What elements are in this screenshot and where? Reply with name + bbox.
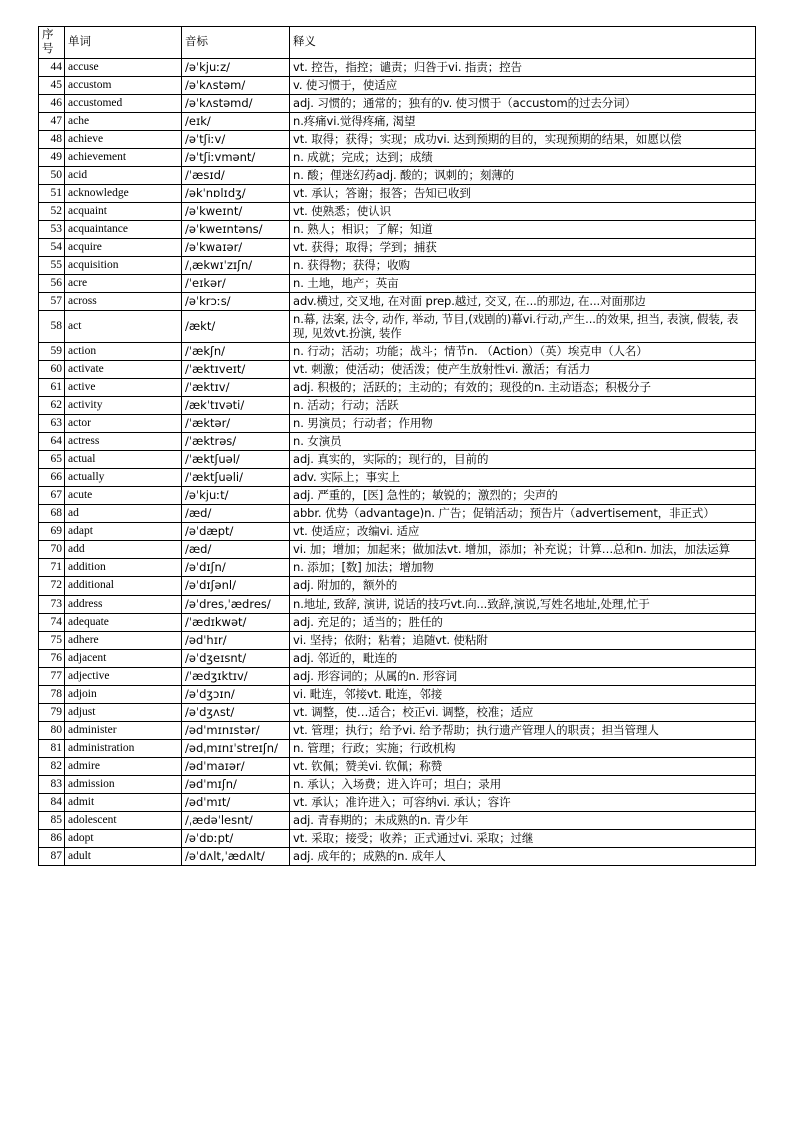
table-row xyxy=(39,257,756,275)
cell-phonetic: /ədˈmɪt/ xyxy=(182,793,290,811)
cell-definition: n. 承认；入场费；进入许可；坦白；录用 xyxy=(290,775,756,793)
cell-number: 48 xyxy=(39,131,65,149)
cell-number: 61 xyxy=(39,379,65,397)
cell-number: 49 xyxy=(39,149,65,167)
cell-definition: n. 行动；活动；功能；战斗；情节n. （Action）（英）埃克申（人名） xyxy=(290,343,756,361)
table-row xyxy=(39,667,756,685)
cell-definition: n. 熟人；相识；了解；知道 xyxy=(290,221,756,239)
cell-phonetic: /əˈdæpt/ xyxy=(182,523,290,541)
cell-number: 70 xyxy=(39,541,65,559)
cell-word: activity xyxy=(65,397,182,415)
cell-phonetic: /ækt/ xyxy=(182,311,290,343)
cell-definition: n. 成就；完成；达到；成绩 xyxy=(290,149,756,167)
cell-definition: vt. 使适应；改编vi. 适应 xyxy=(290,523,756,541)
cell-number: 47 xyxy=(39,113,65,131)
table-row xyxy=(39,167,756,185)
table-row xyxy=(39,559,756,577)
cell-definition: adj. 充足的；适当的；胜任的 xyxy=(290,613,756,631)
vocabulary-table xyxy=(38,26,756,866)
cell-definition: adj. 严重的，[医] 急性的；敏锐的；激烈的；尖声的 xyxy=(290,487,756,505)
table-row xyxy=(39,523,756,541)
cell-number: 60 xyxy=(39,361,65,379)
cell-phonetic: /ədˈmɪʃn/ xyxy=(182,775,290,793)
cell-number: 84 xyxy=(39,793,65,811)
table-row xyxy=(39,59,756,77)
cell-word: acquire xyxy=(65,239,182,257)
table-row xyxy=(39,149,756,167)
cell-word: ache xyxy=(65,113,182,131)
cell-phonetic: /ˈeɪkər/ xyxy=(182,275,290,293)
cell-definition: vt. 承认；答谢；报答；告知已收到 xyxy=(290,185,756,203)
cell-word: administration xyxy=(65,739,182,757)
cell-word: acknowledge xyxy=(65,185,182,203)
column-header-word: 单词 xyxy=(65,27,182,59)
cell-phonetic: /ədˌmɪnɪˈstreɪʃn/ xyxy=(182,739,290,757)
cell-definition: adj. 青春期的；未成熟的n. 青少年 xyxy=(290,811,756,829)
table-row xyxy=(39,311,756,343)
cell-definition: vt. 钦佩；赞美vi. 钦佩；称赞 xyxy=(290,757,756,775)
table-row xyxy=(39,469,756,487)
cell-phonetic: /ˈæktrəs/ xyxy=(182,433,290,451)
table-row xyxy=(39,275,756,293)
cell-phonetic: /ˈæktɪv/ xyxy=(182,379,290,397)
table-row xyxy=(39,343,756,361)
cell-definition: adj. 真实的，实际的；现行的，目前的 xyxy=(290,451,756,469)
table-row xyxy=(39,721,756,739)
cell-definition: adv.横过, 交叉地, 在对面 prep.越过, 交叉, 在...的那边, 在...对面那边 xyxy=(290,293,756,311)
table-header-row xyxy=(39,27,756,59)
cell-definition: vi. 毗连，邻接vt. 毗连，邻接 xyxy=(290,685,756,703)
cell-definition: adj. 成年的；成熟的n. 成年人 xyxy=(290,847,756,865)
cell-number: 83 xyxy=(39,775,65,793)
table-row xyxy=(39,631,756,649)
cell-phonetic: /æd/ xyxy=(182,541,290,559)
table-row xyxy=(39,397,756,415)
cell-definition: vt. 使熟悉；使认识 xyxy=(290,203,756,221)
cell-definition: vt. 控告，指控；谴责；归咎于vi. 指责；控告 xyxy=(290,59,756,77)
cell-definition: n. 添加；[数] 加法；增加物 xyxy=(290,559,756,577)
cell-word: accustomed xyxy=(65,95,182,113)
cell-number: 73 xyxy=(39,595,65,613)
cell-number: 65 xyxy=(39,451,65,469)
cell-word: across xyxy=(65,293,182,311)
cell-word: acid xyxy=(65,167,182,185)
cell-word: accustom xyxy=(65,77,182,95)
cell-word: adjective xyxy=(65,667,182,685)
cell-definition: vt. 获得；取得；学到；捕获 xyxy=(290,239,756,257)
cell-number: 68 xyxy=(39,505,65,523)
cell-number: 74 xyxy=(39,613,65,631)
table-row xyxy=(39,185,756,203)
cell-word: address xyxy=(65,595,182,613)
table-row xyxy=(39,221,756,239)
cell-word: adult xyxy=(65,847,182,865)
cell-phonetic: /ˈædɪkwət/ xyxy=(182,613,290,631)
cell-phonetic: /əˈtʃiːvmənt/ xyxy=(182,149,290,167)
cell-number: 44 xyxy=(39,59,65,77)
cell-word: adolescent xyxy=(65,811,182,829)
cell-number: 69 xyxy=(39,523,65,541)
cell-number: 86 xyxy=(39,829,65,847)
cell-word: adopt xyxy=(65,829,182,847)
cell-definition: vt. 承认；准许进入；可容纳vi. 承认；容许 xyxy=(290,793,756,811)
cell-word: acquisition xyxy=(65,257,182,275)
cell-phonetic: /ækˈtɪvəti/ xyxy=(182,397,290,415)
cell-phonetic: /əˈdʌlt,ˈædʌlt/ xyxy=(182,847,290,865)
cell-definition: adv. 实际上；事实上 xyxy=(290,469,756,487)
column-header-phonetic: 音标 xyxy=(182,27,290,59)
cell-phonetic: /əˈkʌstəm/ xyxy=(182,77,290,95)
cell-definition: vt. 管理；执行；给予vi. 给予帮助；执行遗产管理人的职责；担当管理人 xyxy=(290,721,756,739)
cell-word: adjacent xyxy=(65,649,182,667)
cell-number: 52 xyxy=(39,203,65,221)
cell-number: 85 xyxy=(39,811,65,829)
cell-definition: n.幕, 法案, 法令, 动作, 举动, 节目,(戏剧的)幕vi.行动,产生...的效果, 担当, 表演, 假装, 表现, 见效vt.扮演, 装作 xyxy=(290,311,756,343)
cell-number: 81 xyxy=(39,739,65,757)
table-row xyxy=(39,649,756,667)
cell-number: 67 xyxy=(39,487,65,505)
cell-word: ad xyxy=(65,505,182,523)
cell-number: 50 xyxy=(39,167,65,185)
cell-phonetic: /əˈkjuːt/ xyxy=(182,487,290,505)
cell-number: 59 xyxy=(39,343,65,361)
cell-word: acute xyxy=(65,487,182,505)
cell-definition: vt. 调整，使…适合；校正vi. 调整，校准；适应 xyxy=(290,703,756,721)
cell-phonetic: /ˈæktər/ xyxy=(182,415,290,433)
cell-phonetic: /ədˈmaɪər/ xyxy=(182,757,290,775)
cell-word: admission xyxy=(65,775,182,793)
cell-phonetic: /ˈækʃn/ xyxy=(182,343,290,361)
cell-word: adjoin xyxy=(65,685,182,703)
cell-number: 76 xyxy=(39,649,65,667)
cell-phonetic: /əˈtʃiːv/ xyxy=(182,131,290,149)
cell-number: 71 xyxy=(39,559,65,577)
cell-word: action xyxy=(65,343,182,361)
table-row xyxy=(39,451,756,469)
cell-phonetic: /əˈkweɪntəns/ xyxy=(182,221,290,239)
cell-word: actually xyxy=(65,469,182,487)
cell-word: adequate xyxy=(65,613,182,631)
table-row xyxy=(39,77,756,95)
cell-definition: vt. 取得；获得；实现；成功vi. 达到预期的目的，实现预期的结果，如愿以偿 xyxy=(290,131,756,149)
cell-phonetic: /əˈdres,ˈædres/ xyxy=(182,595,290,613)
cell-definition: n.疼痛vi.觉得疼痛, 渴望 xyxy=(290,113,756,131)
table-row xyxy=(39,757,756,775)
cell-number: 63 xyxy=(39,415,65,433)
cell-definition: adj. 积极的；活跃的；主动的；有效的；现役的n. 主动语态；积极分子 xyxy=(290,379,756,397)
cell-number: 57 xyxy=(39,293,65,311)
table-row xyxy=(39,577,756,595)
table-row xyxy=(39,361,756,379)
cell-definition: vi. 坚持；依附；粘着；追随vt. 使粘附 xyxy=(290,631,756,649)
cell-word: add xyxy=(65,541,182,559)
cell-phonetic: /eɪk/ xyxy=(182,113,290,131)
cell-phonetic: /əˈkwaɪər/ xyxy=(182,239,290,257)
cell-definition: v. 使习惯于，使适应 xyxy=(290,77,756,95)
cell-number: 79 xyxy=(39,703,65,721)
cell-number: 80 xyxy=(39,721,65,739)
cell-definition: n. 酸；俚迷幻药adj. 酸的；讽刺的；刻薄的 xyxy=(290,167,756,185)
table-row xyxy=(39,379,756,397)
cell-number: 54 xyxy=(39,239,65,257)
table-row xyxy=(39,595,756,613)
cell-phonetic: /əˈdɪʃn/ xyxy=(182,559,290,577)
cell-phonetic: /əˈdɪʃənl/ xyxy=(182,577,290,595)
cell-definition: abbr. 优势（advantage)n. 广告；促销活动；预告片（advertisement，非正式） xyxy=(290,505,756,523)
cell-definition: vt. 刺激；使活动；使活泼；使产生放射性vi. 激活；有活力 xyxy=(290,361,756,379)
cell-phonetic: /ˈæsɪd/ xyxy=(182,167,290,185)
cell-number: 55 xyxy=(39,257,65,275)
cell-word: addition xyxy=(65,559,182,577)
cell-word: adhere xyxy=(65,631,182,649)
cell-number: 72 xyxy=(39,577,65,595)
cell-word: act xyxy=(65,311,182,343)
column-header-definition: 释义 xyxy=(290,27,756,59)
cell-phonetic: /əˈkweɪnt/ xyxy=(182,203,290,221)
cell-phonetic: /əˈdɒːpt/ xyxy=(182,829,290,847)
cell-word: actress xyxy=(65,433,182,451)
cell-word: achievement xyxy=(65,149,182,167)
cell-definition: n.地址, 致辞, 演讲, 说话的技巧vt.向...致辞,演说,写姓名地址,处理,忙于 xyxy=(290,595,756,613)
cell-phonetic: /æd/ xyxy=(182,505,290,523)
cell-number: 66 xyxy=(39,469,65,487)
cell-number: 53 xyxy=(39,221,65,239)
cell-phonetic: /ˈæktʃuəli/ xyxy=(182,469,290,487)
cell-number: 78 xyxy=(39,685,65,703)
cell-number: 51 xyxy=(39,185,65,203)
table-row xyxy=(39,811,756,829)
cell-phonetic: /ˈæktɪveɪt/ xyxy=(182,361,290,379)
table-row xyxy=(39,293,756,311)
cell-definition: n. 女演员 xyxy=(290,433,756,451)
cell-word: admire xyxy=(65,757,182,775)
cell-definition: vi. 加；增加；加起来；做加法vt. 增加，添加；补充说；计算…总和n. 加法，加法运算 xyxy=(290,541,756,559)
cell-word: activate xyxy=(65,361,182,379)
table-row xyxy=(39,829,756,847)
cell-definition: n. 活动；行动；活跃 xyxy=(290,397,756,415)
cell-definition: adj. 邻近的，毗连的 xyxy=(290,649,756,667)
cell-definition: n. 男演员；行动者；作用物 xyxy=(290,415,756,433)
cell-definition: vt. 采取；接受；收养；正式通过vi. 采取；过继 xyxy=(290,829,756,847)
cell-number: 77 xyxy=(39,667,65,685)
cell-phonetic: /əˈdʒeɪsnt/ xyxy=(182,649,290,667)
table-row xyxy=(39,613,756,631)
table-row xyxy=(39,739,756,757)
cell-definition: n. 土地，地产；英亩 xyxy=(290,275,756,293)
cell-phonetic: /ədˈhɪr/ xyxy=(182,631,290,649)
cell-number: 62 xyxy=(39,397,65,415)
table-row xyxy=(39,541,756,559)
table-row xyxy=(39,203,756,221)
table-row xyxy=(39,775,756,793)
cell-phonetic: /əˈkʌstəmd/ xyxy=(182,95,290,113)
cell-phonetic: /ədˈmɪnɪstər/ xyxy=(182,721,290,739)
cell-phonetic: /əˈkrɔːs/ xyxy=(182,293,290,311)
cell-word: active xyxy=(65,379,182,397)
cell-number: 58 xyxy=(39,311,65,343)
cell-phonetic: /əˈdʒʌst/ xyxy=(182,703,290,721)
cell-number: 46 xyxy=(39,95,65,113)
table-row xyxy=(39,703,756,721)
cell-phonetic: /ˌædəˈlesnt/ xyxy=(182,811,290,829)
cell-definition: n. 管理；行政；实施；行政机构 xyxy=(290,739,756,757)
table-row xyxy=(39,131,756,149)
cell-word: admit xyxy=(65,793,182,811)
table-row xyxy=(39,239,756,257)
table-row xyxy=(39,847,756,865)
cell-word: additional xyxy=(65,577,182,595)
cell-word: adjust xyxy=(65,703,182,721)
cell-phonetic: /ˌækwɪˈzɪʃn/ xyxy=(182,257,290,275)
cell-number: 82 xyxy=(39,757,65,775)
cell-word: actor xyxy=(65,415,182,433)
table-row xyxy=(39,505,756,523)
cell-phonetic: /əˈkjuːz/ xyxy=(182,59,290,77)
table-row xyxy=(39,95,756,113)
cell-word: acre xyxy=(65,275,182,293)
table-row xyxy=(39,793,756,811)
table-row xyxy=(39,487,756,505)
cell-word: accuse xyxy=(65,59,182,77)
table-row xyxy=(39,433,756,451)
column-header-number: 序号 xyxy=(39,27,65,59)
table-row xyxy=(39,415,756,433)
cell-phonetic: /əˈdʒɔɪn/ xyxy=(182,685,290,703)
cell-word: acquaintance xyxy=(65,221,182,239)
cell-definition: adj. 形容词的；从属的n. 形容词 xyxy=(290,667,756,685)
cell-number: 87 xyxy=(39,847,65,865)
table-row xyxy=(39,685,756,703)
cell-phonetic: /əkˈnɒlɪdʒ/ xyxy=(182,185,290,203)
cell-number: 64 xyxy=(39,433,65,451)
cell-definition: n. 获得物；获得；收购 xyxy=(290,257,756,275)
cell-word: actual xyxy=(65,451,182,469)
cell-number: 45 xyxy=(39,77,65,95)
cell-phonetic: /ˈædʒɪktɪv/ xyxy=(182,667,290,685)
cell-number: 56 xyxy=(39,275,65,293)
cell-word: administer xyxy=(65,721,182,739)
cell-phonetic: /ˈæktʃuəl/ xyxy=(182,451,290,469)
cell-word: acquaint xyxy=(65,203,182,221)
cell-definition: adj. 习惯的；通常的；独有的v. 使习惯于（accustom的过去分词） xyxy=(290,95,756,113)
cell-word: achieve xyxy=(65,131,182,149)
cell-word: adapt xyxy=(65,523,182,541)
cell-definition: adj. 附加的，额外的 xyxy=(290,577,756,595)
cell-number: 75 xyxy=(39,631,65,649)
table-row xyxy=(39,113,756,131)
